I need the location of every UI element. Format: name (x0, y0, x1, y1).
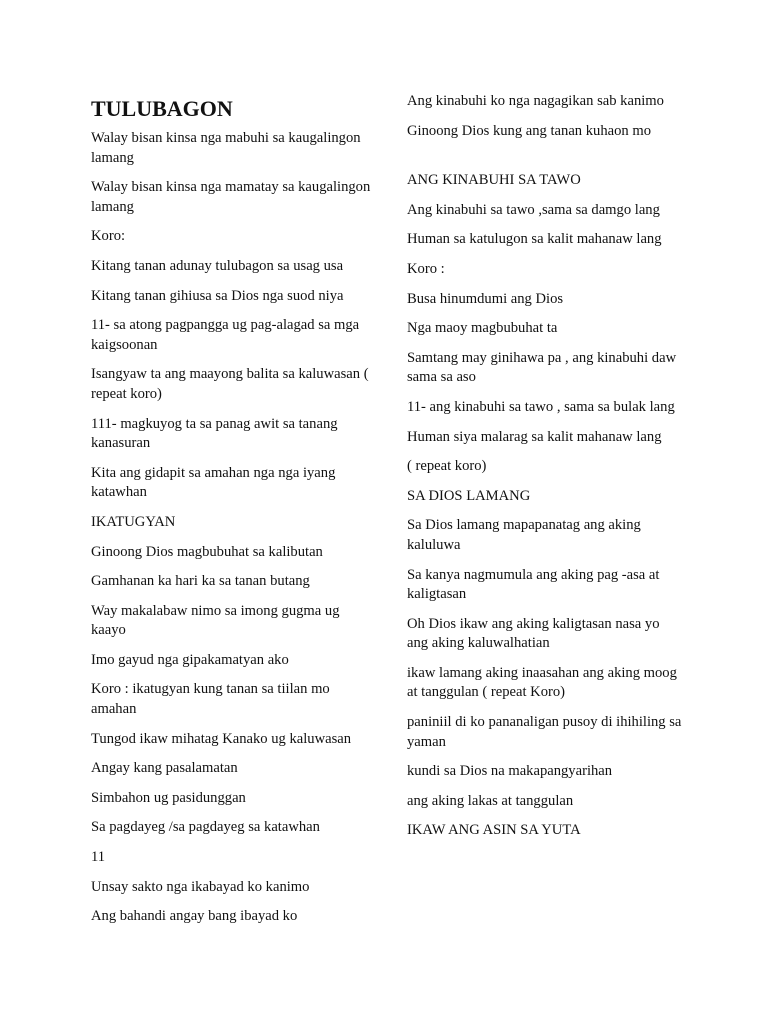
text-line: Walay bisan kinsa nga mabuhi sa kaugalingon lamang (91, 130, 361, 166)
text-line: Busa hinumdumi ang Dios (407, 290, 564, 307)
page-title: TULUBAGON (91, 96, 233, 121)
text-line: SA DIOS LAMANG (407, 487, 531, 504)
text-line: paniniil di ko pananaligan pusoy di ihihiling sa yaman (407, 714, 682, 750)
right-lines-a (407, 92, 682, 141)
text-line: IKATUGYAN (91, 513, 176, 530)
text-line: Way makalabaw nimo sa imong gugma ug kaayo (91, 602, 340, 639)
text-line: ( repeat koro) (407, 458, 487, 475)
text-line: Samtang may ginihawa pa , ang kinabuhi daw sama sa aso (407, 349, 677, 386)
text-line: Koro : (407, 260, 445, 277)
text-line: kundi sa Dios na makapangyarihan (407, 763, 613, 780)
text-line: 11- ang kinabuhi sa tawo , sama sa bulak lang (407, 398, 675, 415)
text-line: Tungod ikaw mihatag Kanako ug kaluwasan (91, 730, 352, 747)
text-line: Human siya malarag sa kalit mahanaw lang (407, 428, 662, 445)
text-line: Human sa katulugon sa kalit mahanaw lang (407, 231, 662, 248)
text-line: Ang bahandi angay bang ibayad ko (91, 908, 298, 925)
text-line: Ang kinabuhi sa tawo ,sama sa damgo lang (407, 201, 660, 218)
text-line: Imo gayud nga gipakamatyan ako (91, 651, 289, 668)
text-line: Sa pagdayeg /sa pagdayeg sa katawhan (91, 819, 320, 836)
text-line: IKAW ANG ASIN SA YUTA (407, 822, 581, 839)
right-column (407, 92, 682, 851)
text-line: Koro : ikatugyan kung tanan sa tiilan mo amahan (91, 681, 330, 718)
text-line: ikaw lamang aking inaasahan ang aking moog at tanggulan ( repeat Koro) (407, 664, 677, 701)
text-line: Isangyaw ta ang maayong balita sa kaluwasan ( repeat koro) (91, 366, 369, 402)
text-line: Nga maoy magbubuhat ta (407, 320, 558, 337)
text-line: Koro: (91, 228, 126, 245)
left-lines (91, 129, 371, 927)
text-line: 11 (91, 849, 106, 866)
text-line: Angay kang pasalamatan (91, 760, 238, 777)
text-line: Ginoong Dios magbubuhat sa kalibutan (91, 543, 323, 560)
text-line: ANG KINABUHI SA TAWO (407, 172, 581, 189)
text-line: ang aking lakas at tanggulan (407, 792, 574, 809)
left-column (91, 92, 371, 937)
text-line: Gamhanan ka hari ka sa tanan butang (91, 573, 310, 590)
section-spacer (407, 151, 682, 171)
text-line: Kita ang gidapit sa amahan nga nga iyang katawhan (91, 464, 336, 501)
right-lines-b (407, 171, 682, 841)
text-line: 11- sa atong pagpangga ug pag-alagad sa mga kaigsoonan (91, 317, 360, 353)
text-line: Sa kanya nagmumula ang aking pag -asa at kaligtasan (407, 566, 660, 603)
text-line: Kitang tanan gihiusa sa Dios nga suod niya (91, 287, 344, 304)
text-line: 111- magkuyog ta sa panag awit sa tanang kanasuran (91, 415, 338, 452)
text-line: Oh Dios ikaw ang aking kaligtasan nasa yo ang aking kaluwalhatian (407, 615, 660, 652)
text-line: Ginoong Dios kung ang tanan kuhaon mo (407, 122, 652, 139)
text-line: Sa Dios lamang mapapanatag ang aking kaluluwa (407, 517, 641, 553)
text-line: Unsay sakto nga ikabayad ko kanimo (91, 878, 310, 895)
text-line: Walay bisan kinsa nga mamatay sa kaugalingon lamang (91, 179, 371, 215)
text-line: Ang kinabuhi ko nga nagagikan sab kanimo (407, 93, 664, 109)
text-line: Simbahon ug pasidunggan (91, 789, 246, 806)
text-line: Kitang tanan adunay tulubagon sa usag usa (91, 257, 344, 274)
